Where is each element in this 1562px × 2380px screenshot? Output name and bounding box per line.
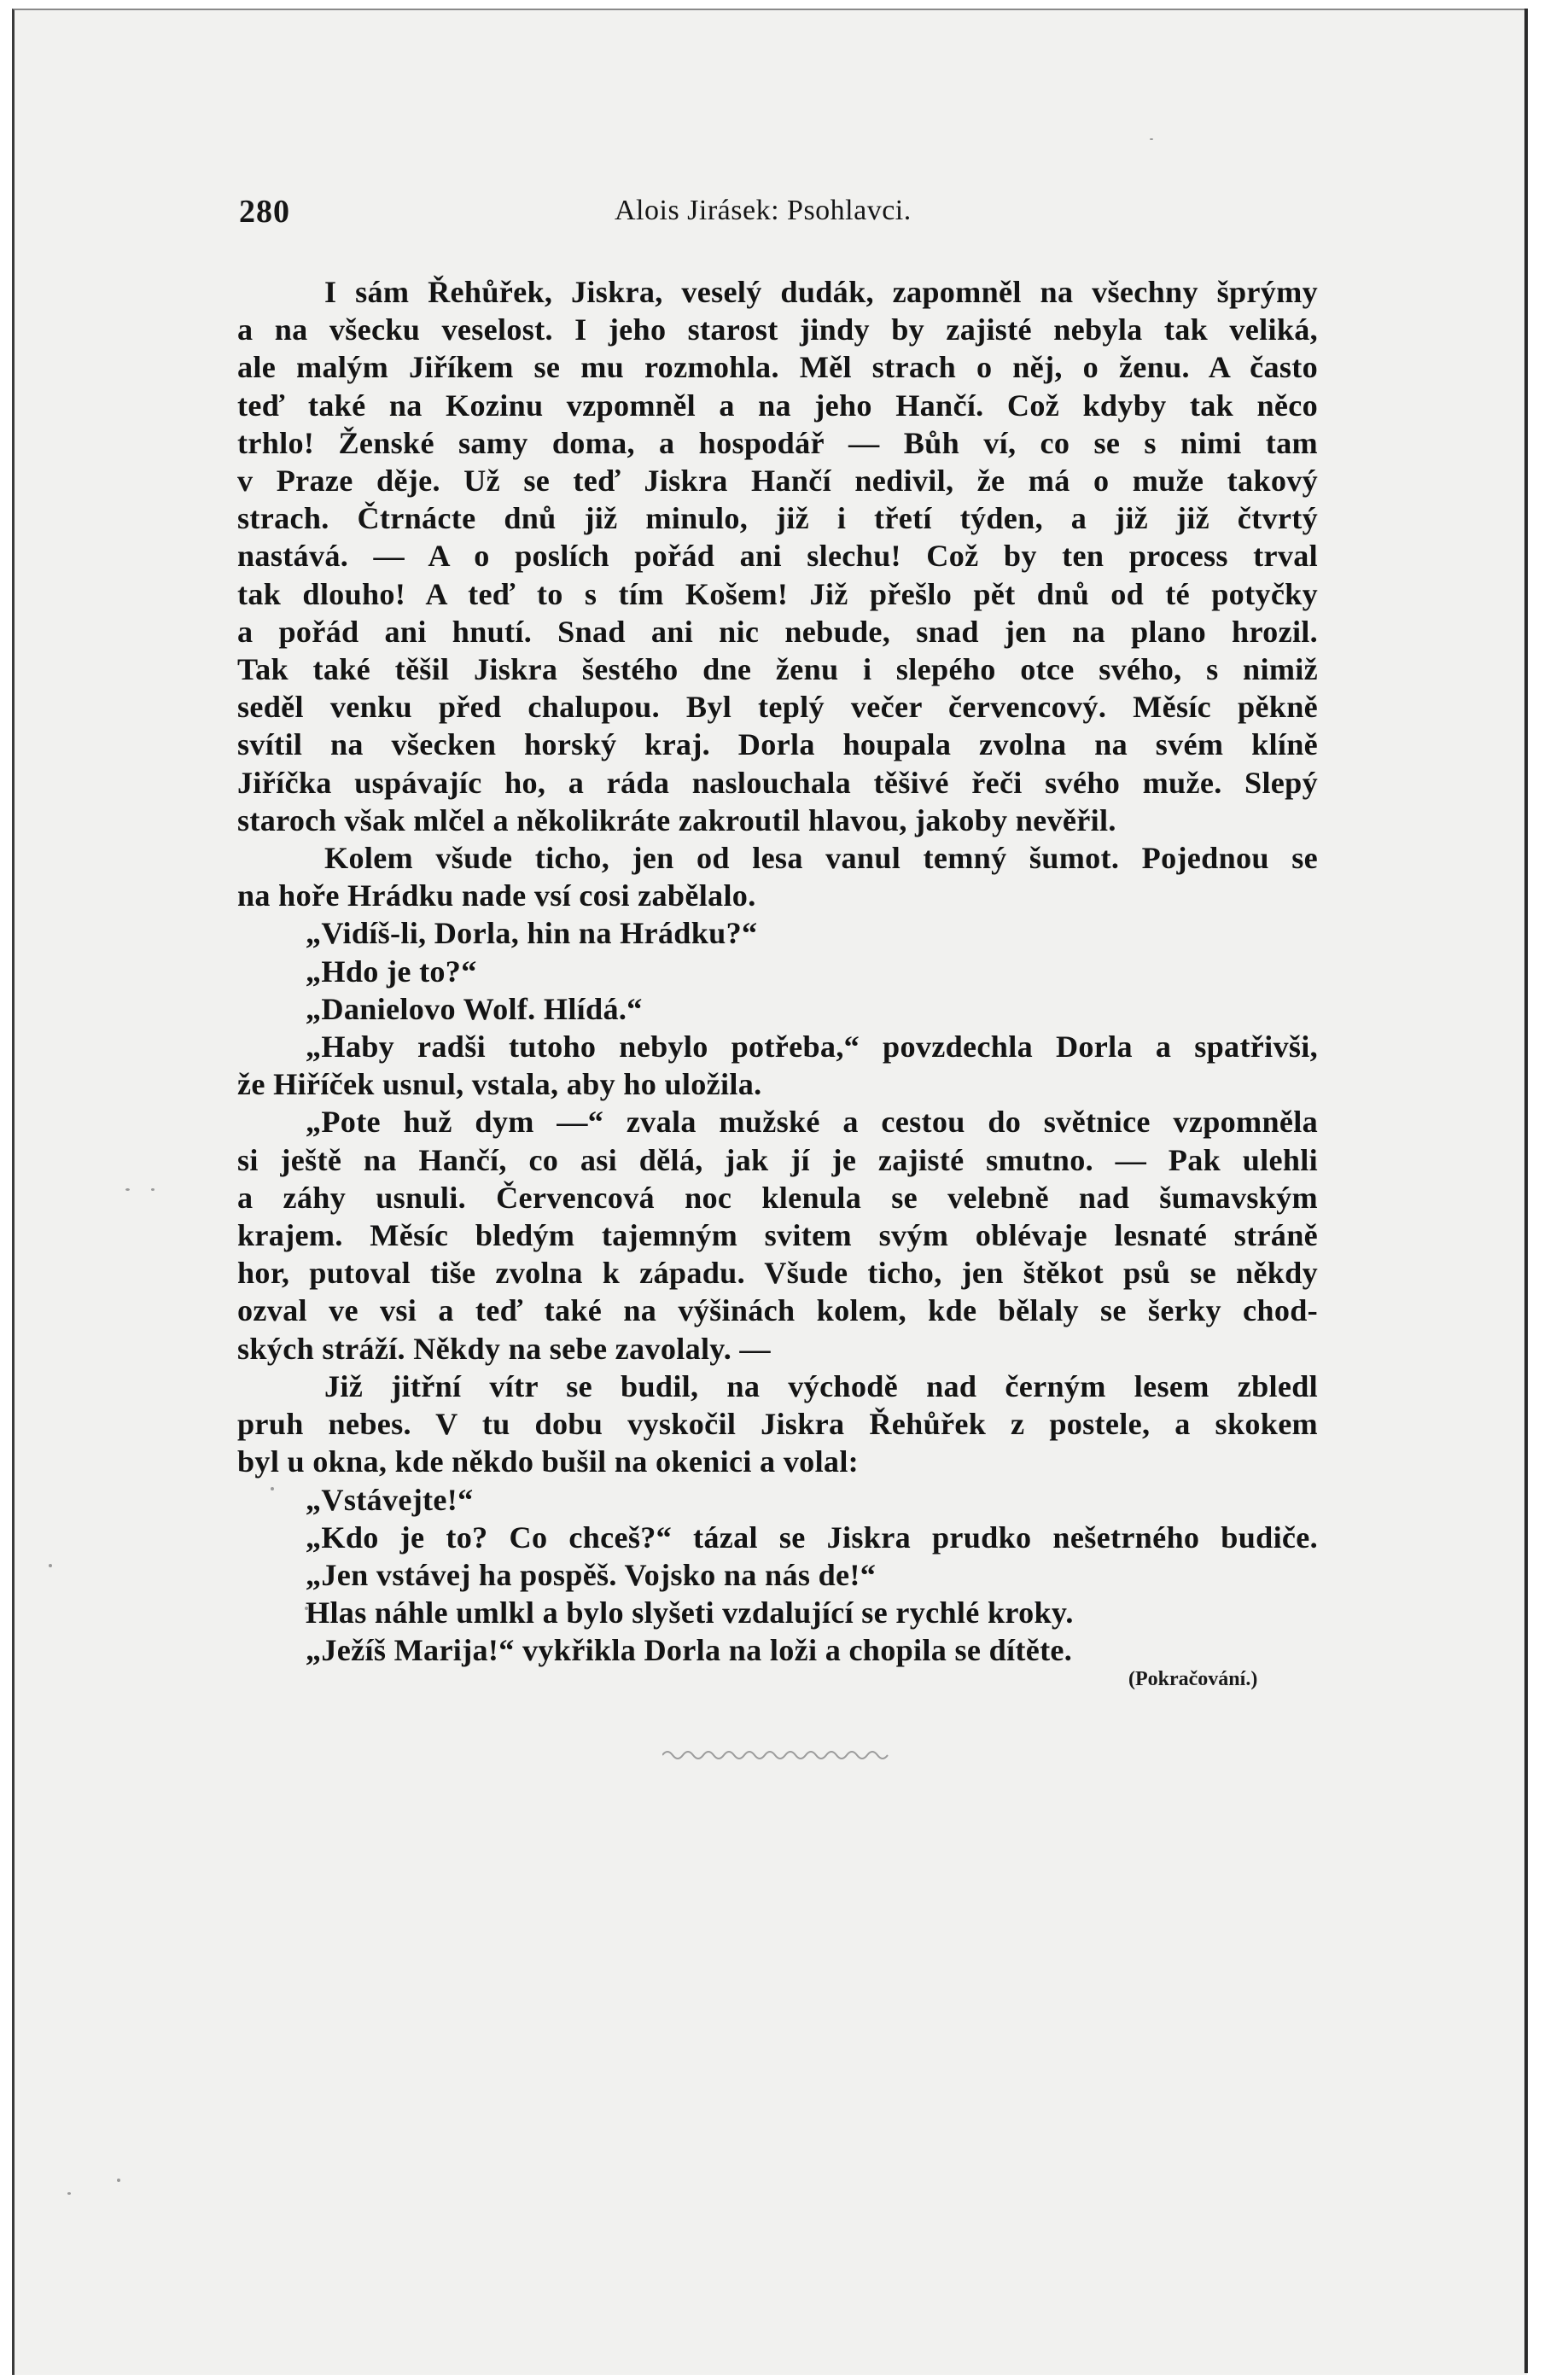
text-line: svítil na všecken horský kraj. Dorla houpala zvolna na svém klíně — [237, 727, 1318, 762]
text-line: krajem. Měsíc bledým tajemným svitem svým oblévaje lesnaté stráně — [237, 1218, 1318, 1253]
paper-speck — [67, 2192, 71, 2195]
dialogue-line: „Vstávejte!“ — [306, 1482, 474, 1517]
text-line: Již jitřní vítr se budil, na východě nad černým lesem zbledl — [324, 1368, 1318, 1403]
wavy-ornament — [662, 1745, 891, 1762]
paper-speck — [1150, 138, 1153, 140]
text-line: na hoře Hrádku nade vsí cosi zabělalo. — [237, 878, 756, 913]
paper-speck — [49, 1564, 52, 1567]
dialogue-line: „Pote huž dym —“ zvala mužské a cestou do světnice vzpomněla — [306, 1105, 1318, 1140]
text-line: hor, putoval tiše zvolna k západu. Všude ticho, jen štěkot psů se někdy — [237, 1256, 1318, 1291]
running-head: Alois Jirásek: Psohlavci. — [615, 195, 912, 226]
text-line: a záhy usnuli. Červencová noc klenula se velebně nad šumavským — [237, 1180, 1318, 1215]
text-line: si ještě na Hančí, co asi dělá, jak jí je zajisté smutno. — Pak ulehli — [237, 1142, 1318, 1177]
text-line: a pořád ani hnutí. Snad ani nic nebude, snad jen na plano hrozil. — [237, 614, 1318, 649]
dialogue-line: „Danielovo Wolf. Hlídá.“ — [306, 991, 643, 1026]
text-line: v Praze děje. Už se teď Jiskra Hančí nedivil, že má o muže takový — [237, 464, 1318, 499]
page-header — [239, 193, 1314, 244]
text-line: byl u okna, kde někdo bušil na okenici a volal: — [237, 1444, 860, 1479]
text-line: že Hiříček usnul, vstala, aby ho uložila. — [237, 1067, 762, 1102]
text-line: ozval ve vsi a teď také na výšinách kolem, kde bělaly se šerky chod- — [237, 1293, 1318, 1328]
dialogue-line: „Jen vstávej ha pospěš. Vojsko na nás de!“ — [306, 1557, 877, 1592]
dialogue-line: „Hdo je to?“ — [306, 954, 477, 989]
paper-speck — [117, 2179, 120, 2182]
text-line: trhlo! Ženské samy doma, a hospodář — Bůh ví, co se s nimi tam — [237, 425, 1318, 460]
dialogue-line: „Haby radši tutoho nebylo potřeba,“ povzdechla Dorla a spatřivši, — [306, 1030, 1318, 1065]
dialogue-line: „Kdo je to? Co chceš?“ tázal se Jiskra prudko nešetrného budiče. — [306, 1520, 1318, 1555]
paper-speck — [125, 1188, 130, 1191]
body-text — [237, 273, 1318, 1670]
text-line: nastává. — A o poslích pořád ani slechu! Což by ten process trval — [237, 539, 1318, 574]
page-right-edge — [1524, 9, 1528, 2373]
dialogue-line: „Ježíš Marija!“ vykřikla Dorla na loži a chopila se dítěte. — [306, 1633, 1073, 1668]
text-line: Jiříčka uspávajíc ho, a ráda naslouchala těšivé řeči svého muže. Slepý — [237, 765, 1318, 800]
text-line: Hlas náhle umlkl a bylo slyšeti vzdalující se rychlé kroky. — [306, 1595, 1074, 1630]
text-line: Tak také těšil Jiskra šestého dne ženu i slepého otce svého, s nimiž — [237, 652, 1318, 687]
text-line: staroch však mlčel a několikráte zakroutil hlavou, jakoby nevěřil. — [237, 802, 1116, 837]
dialogue-line: „Vidíš-li, Dorla, hin na Hrádku?“ — [306, 916, 758, 951]
text-line: a na všecku veselost. I jeho starost jindy by zajisté nebyla tak veliká, — [237, 312, 1318, 347]
paper-speck — [151, 1188, 154, 1191]
text-line: tak dlouho! A teď to s tím Košem! Již přešlo pět dnů od té potyčky — [237, 576, 1318, 611]
continued-note: (Pokračování.) — [1128, 1668, 1258, 1690]
text-line: I sám Řehůřek, Jiskra, veselý dudák, zapomněl na všechny šprýmy — [324, 275, 1318, 309]
text-line: ale malým Jiříkem se mu rozmohla. Měl strach o něj, o ženu. A často — [237, 350, 1318, 385]
text-line: Kolem všude ticho, jen od lesa vanul temný šumot. Pojednou se — [324, 841, 1318, 876]
page-number: 280 — [239, 194, 290, 230]
text-line: pruh nebes. V tu dobu vyskočil Jiskra Řehůřek z postele, a skokem — [237, 1407, 1318, 1442]
text-line: seděl venku před chalupou. Byl teplý večer červencový. Měsíc pěkně — [237, 690, 1318, 725]
text-line: teď také na Kozinu vzpomněl a na jeho Hančí. Což kdyby tak něco — [237, 388, 1318, 423]
text-line: ských stráží. Někdy na sebe zavolaly. — — [237, 1331, 771, 1366]
text-line: strach. Čtrnácte dnů již minulo, již i třetí týden, a již již čtvrtý — [237, 501, 1318, 536]
